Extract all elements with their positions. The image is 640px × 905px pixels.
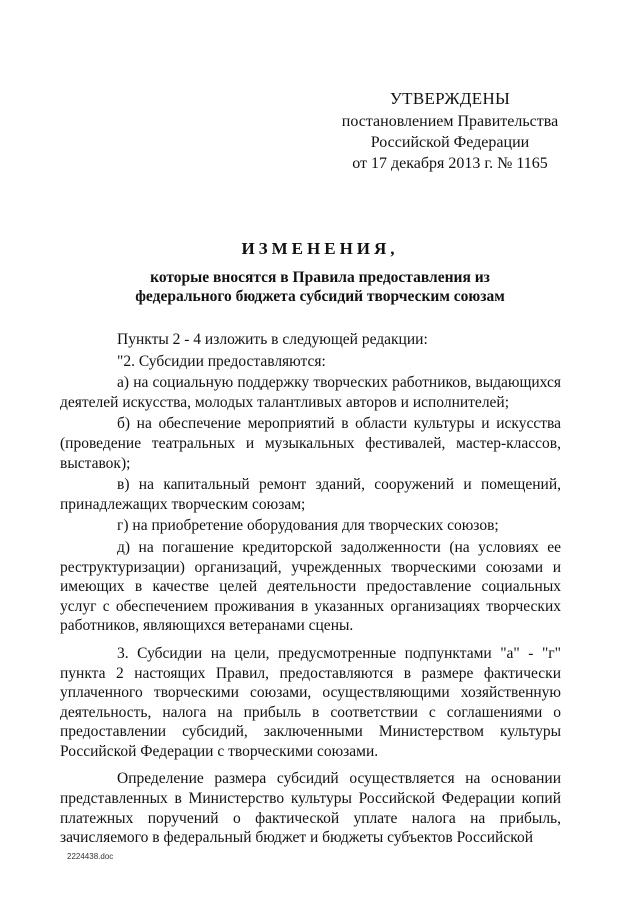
- document-title: ИЗМЕНЕНИЯ,: [241, 239, 399, 258]
- approval-line-1: постановлением Правительства: [341, 113, 559, 130]
- paragraph-item-2b: б) на обеспечение мероприятий в области культуры и искусства (проведение театральных и музыкальных фестивалей, мастер-классов, выставок);: [60, 415, 561, 472]
- paragraph-item-3: 3. Субсидии на цели, предусмотренные подпунктами "а" - "г" пункта 2 настоящих Правил, предоставляются в размере фактически уплаченного творческими союзами, осуществляющими хозяйственную деятельность, налога на прибыль в соответствии с соглашениями о предоставлении субсидий, заключенными Министерством культуры Российской Федерации с творческими союзами.: [60, 644, 561, 760]
- paragraph-subsidy-size: Определение размера субсидий осуществляется на основании представленных в Министерство культуры Российской Федерации копий платежных поручений о фактической уплате налога на прибыль, зачисляемого в федеральный бюджет и бюджеты субъектов Российской: [60, 770, 561, 847]
- approval-stamp: [330, 88, 570, 174]
- file-name-footer: 2224438.doc: [67, 852, 114, 861]
- paragraph-item-2a: а) на социальную поддержку творческих работников, выдающихся деятелей искусства, молодых талантливых авторов и исполнителей;: [60, 374, 561, 411]
- approval-line-2: Российской Федерации: [370, 134, 530, 151]
- paragraph-item-2v: в) на капитальный ремонт зданий, сооружений и помещений, принадлежащих творческим союзам;: [60, 476, 561, 513]
- paragraph-intro: Пункты 2 - 4 изложить в следующей редакции:: [117, 331, 428, 348]
- approval-heading: УТВЕРЖДЕНЫ: [389, 89, 511, 108]
- document-subtitle: которые вносятся в Правила предоставления из федерального бюджета субсидий творческим союзам: [135, 269, 505, 305]
- paragraph-item-2: "2. Субсидии предоставляются:: [117, 352, 326, 370]
- approval-line-3: от 17 декабря 2013 г. № 1165: [352, 155, 548, 172]
- paragraph-item-2d: д) на погашение кредиторской задолженности (на условиях ее реструктуризации) организаций, учрежденных творческими союзами и имеющих в качестве целей деятельности предоставление социальных услуг с обеспечением проживания в указанных организациях творческих работников, являющихся ветеранами сцены.: [60, 538, 561, 635]
- paragraph-item-2g: г) на приобретение оборудования для творческих союзов;: [117, 517, 499, 535]
- document-body: [60, 330, 561, 850]
- document-title-block: [60, 238, 580, 306]
